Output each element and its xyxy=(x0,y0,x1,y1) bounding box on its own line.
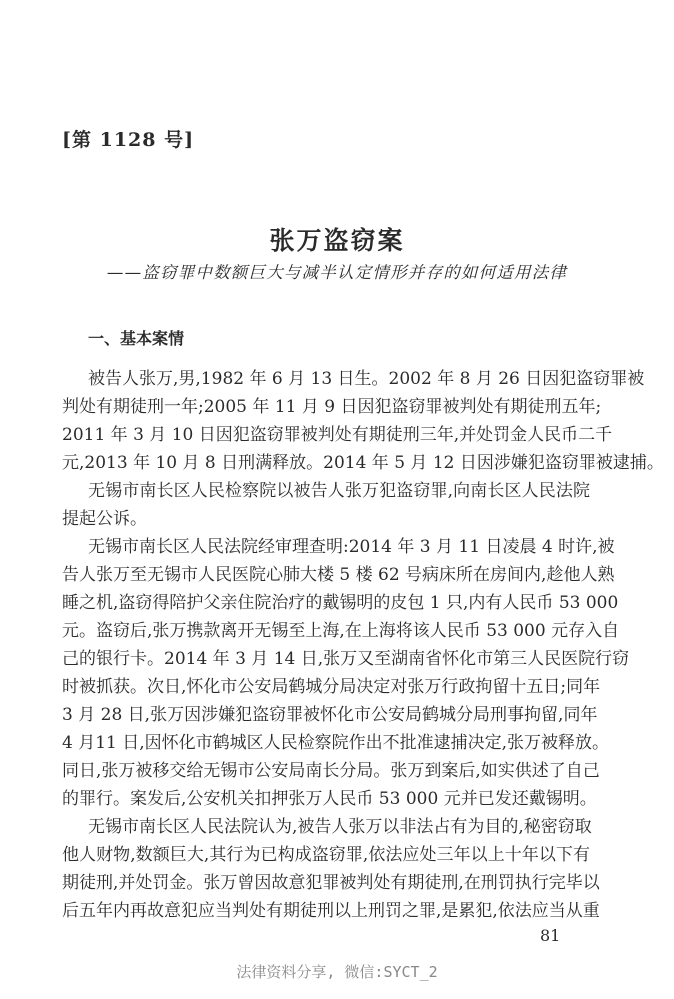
text-line: 提起公诉。 xyxy=(62,509,147,529)
text-line: 期徒刑,并处罚金。张万曾因故意犯罪被判处有期徒刑,在刑罚执行完毕以 xyxy=(62,873,600,893)
text-line: 己的银行卡。2014 年 3 月 14 日,张万又至湖南省怀化市第三人民医院行窃 xyxy=(62,649,630,669)
body-text xyxy=(62,367,664,927)
text-line: 元,2013 年 10 月 8 日刑满释放。2014 年 5 月 12 日因涉嫌犯盗窃罪被逮捕。 xyxy=(62,453,664,473)
text-line: 同日,张万被移交给无锡市公安局南长分局。张万到案后,如实供述了自己 xyxy=(62,761,600,781)
section-heading: 一、基本案情 xyxy=(88,329,185,348)
case-number: [第 1128 号] xyxy=(62,129,195,151)
text-line: 元。盗窃后,张万携款离开无锡至上海,在上海将该人民币 53 000 元存入自 xyxy=(62,621,620,641)
text-line: 时被抓获。次日,怀化市公安局鹤城分局决定对张万行政拘留十五日;同年 xyxy=(62,677,601,697)
case-title: 张万盗窃案 xyxy=(269,226,405,255)
text-line: 他人财物,数额巨大,其行为已构成盗窃罪,依法应处三年以上十年以下有 xyxy=(62,845,590,865)
text-line: 判处有期徒刑一年;2005 年 11 月 9 日因犯盗窃罪被判处有期徒刑五年; xyxy=(62,397,602,417)
text-line: 后五年内再故意犯应当判处有期徒刑以上刑罚之罪,是累犯,依法应当从重 xyxy=(62,901,600,921)
text-line: 睡之机,盗窃得陪护父亲住院治疗的戴锡明的皮包 1 只,内有人民币 53 000 xyxy=(62,593,619,613)
text-line: 的罪行。案发后,公安机关扣押张万人民币 53 000 元并已发还戴锡明。 xyxy=(62,789,597,809)
page-number: 81 xyxy=(540,926,561,945)
text-line: 无锡市南长区人民法院认为,被告人张万以非法占有为目的,秘密窃取 xyxy=(88,817,592,837)
text-line: 4 月11 日,因怀化市鹤城区人民检察院作出不批准逮捕决定,张万被释放。 xyxy=(62,733,610,753)
text-line: 告人张万至无锡市人民医院心肺大楼 5 楼 62 号病床所在房间内,趁他人熟 xyxy=(62,565,615,585)
text-line: 2011 年 3 月 10 日因犯盗窃罪被判处有期徒刑三年,并处罚金人民币二千 xyxy=(62,425,613,445)
text-line: 被告人张万,男,1982 年 6 月 13 日生。2002 年 8 月 26 日因犯盗窃罪被 xyxy=(88,369,645,389)
case-subtitle: ——盗窃罪中数额巨大与减半认定情形并存的如何适用法律 xyxy=(106,263,568,282)
text-line: 无锡市南长区人民法院经审理查明:2014 年 3 月 11 日凌晨 4 时许,被 xyxy=(88,537,615,557)
text-line: 无锡市南长区人民检察院以被告人张万犯盗窃罪,向南长区人民法院 xyxy=(88,481,590,501)
watermark: 法律资料分享, 微信:SYCT_2 xyxy=(236,963,438,981)
text-line: 3 月 28 日,张万因涉嫌犯盗窃罪被怀化市公安局鹤城分局刑事拘留,同年 xyxy=(62,705,598,725)
